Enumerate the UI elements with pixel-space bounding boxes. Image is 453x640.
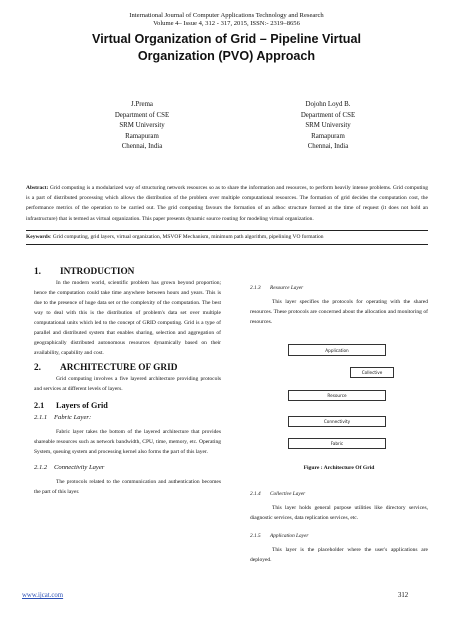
author-department: Department of CSE — [114, 111, 170, 119]
title-line-2: Organization (PVO) Approach — [137, 49, 316, 63]
section-title: INTRODUCTION — [60, 267, 135, 277]
page-number: 312 — [398, 592, 409, 599]
author-city: Ramapuram — [125, 132, 159, 140]
subsubsection-number: 2.1.3 — [250, 285, 261, 291]
left-column — [34, 266, 221, 497]
author-location: Chennai, India — [307, 143, 349, 151]
resource-paragraph: This layer specifies the protocols for operating with the shared resources. These protocols are concerned about the allocation and monitoring of resources. — [250, 299, 428, 325]
subsection-heading-layers — [34, 400, 221, 411]
subsection-title: Layers of Grid — [56, 401, 108, 410]
section-heading-introduction — [34, 266, 221, 278]
subsubsection-title: Resource Layer — [270, 285, 304, 291]
paper-title — [30, 31, 423, 65]
diagram-box-resource: Resource — [288, 390, 386, 401]
subsubsection-title: Connectivity Layer — [54, 464, 105, 471]
subsubsection-number: 2.1.5 — [250, 533, 261, 539]
title-line-1: Virtual Organization of Grid – Pipeline Virtual — [92, 32, 361, 46]
architecture-diagram — [250, 340, 428, 460]
subsubsection-number: 2.1.4 — [250, 491, 261, 497]
section-number: 2. — [34, 363, 41, 373]
abstract — [26, 183, 428, 224]
figure-caption: Figure : Architecture Of Grid — [303, 465, 375, 471]
keywords — [26, 233, 428, 241]
right-column-top — [250, 284, 428, 327]
author-university: SRM University — [119, 122, 165, 130]
author-name: Dojohn Loyd B. — [305, 101, 351, 108]
journal-header — [0, 12, 453, 29]
subsubsection-title: Application Layer — [270, 533, 309, 539]
divider-top — [26, 230, 428, 231]
keywords-text: : Grid computing, grid layers, virtual organization, MSVOF Mechanism, minimum path algorithm, pipelining VO formation — [49, 234, 324, 240]
author-department: Department of CSE — [300, 111, 356, 119]
introduction-paragraph: In the modern world, scientific problem has grown beyond proportion; hence the computation could take time anywhere between hours and years. This is due to the presence of huge data set or the complexity of the computation. The best way to deal with this is the distribution of problem's data set over multiple computational units which led to the concept of GRID computing. Grid is a type of parallel and distributed system that enables sharing, selection and aggregation of geographically distributed autonomous resources dynamically based on their availability, capability and cost. — [34, 280, 221, 356]
subsubsection-heading-application — [250, 532, 428, 540]
section-heading-architecture — [34, 362, 221, 374]
keywords-label: Keywords — [26, 234, 50, 240]
subsubsection-number: 2.1.1 — [34, 414, 48, 421]
author-name: J.Prema — [130, 101, 153, 108]
journal-name: International Journal of Computer Applications Technology and Research — [129, 12, 324, 19]
subsubsection-title: Collective Layer — [270, 491, 306, 497]
author-university: SRM University — [305, 122, 351, 130]
journal-website-link[interactable]: www.ijcat.com — [22, 592, 64, 599]
subsubsection-heading-connectivity — [34, 463, 221, 472]
abstract-text: Grid computing is a modularized way of structuring network resources so as to share the information and resources, to perform heavily intense problems. Grid computing is a part of distributed processing which allows the distribution of the problem over multiple computational resources. The formation of grid decides the computation cost, the performance metrics of the operation to be carried out. The grid computing favours the formation of an adhoc structure formed at the time of request (it does not hold an infrastructure) that is termed as virtual organization. This paper presents dynamic source routing for modeling virtual organization. — [26, 185, 429, 222]
subsubsection-title: Fabric Layer: — [54, 414, 92, 421]
author-city: Ramapuram — [311, 132, 345, 140]
diagram-box-application: Application — [288, 344, 386, 356]
right-column-bottom — [250, 490, 428, 565]
section-title: ARCHITECTURE OF GRID — [60, 363, 178, 373]
subsubsection-heading-collective — [250, 490, 428, 498]
connectivity-paragraph: The protocols related to the communication and authentication becomes the part of this layer. — [34, 479, 221, 495]
collective-paragraph: This layer holds general purpose utilities like directory services, diagnostic services, data replication services, etc. — [250, 505, 428, 521]
subsubsection-heading-fabric — [34, 413, 221, 422]
diagram-box-collective: Collective — [350, 367, 394, 378]
author-block-2 — [258, 100, 398, 153]
divider-bottom — [26, 244, 428, 245]
section-number: 1. — [34, 267, 41, 277]
subsubsection-heading-resource — [250, 284, 428, 292]
subsection-number: 2.1 — [34, 401, 45, 410]
subsubsection-number: 2.1.2 — [34, 464, 48, 471]
architecture-paragraph: Grid computing involves a five layered architecture providing protocols and services at different levels of layers. — [34, 376, 221, 392]
diagram-box-fabric: Fabric — [288, 438, 386, 449]
journal-volume: Volume 4– Issue 4, 312 - 317, 2015, ISSN:- 2319–8656 — [153, 20, 300, 28]
abstract-label: Abstract: — [26, 185, 49, 191]
fabric-paragraph: Fabric layer takes the bottom of the layered architecture that provides shareable resources such as network bandwidth, CPU, time, memory, etc. Operating System, queuing system and processing kernel also forms the part of this layer. — [34, 429, 221, 455]
author-block-1 — [72, 100, 212, 153]
author-location: Chennai, India — [121, 143, 163, 151]
diagram-box-connectivity: Connectivity — [288, 416, 386, 427]
application-paragraph: This layer is the placeholder where the user's applications are deployed. — [250, 547, 428, 563]
